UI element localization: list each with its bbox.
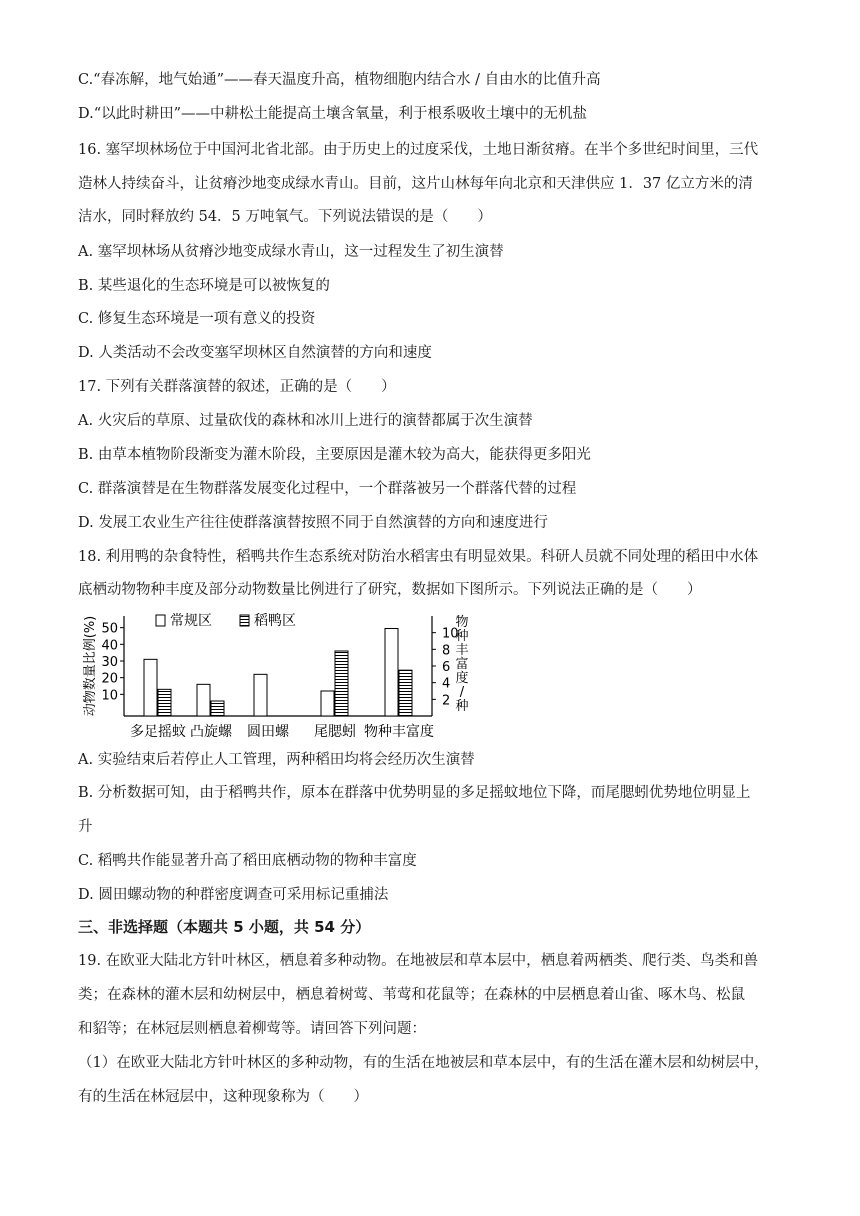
legend-label-duck: 稻鸭区 — [254, 613, 296, 629]
q18-option-c: C. 稻鸭共作能显著升高了稻田底栖动物的物种丰富度 — [78, 853, 417, 869]
legend-swatch-duck — [240, 615, 249, 626]
bar-duck-4 — [399, 670, 412, 716]
section-3-heading: 三、非选择题（本题共 5 小题，共 54 分） — [78, 918, 371, 936]
q15-option-d: D.“以此时耕田”——中耕松土能提高土壤含氧量，利于根系吸收土壤中的无机盐 — [78, 106, 588, 122]
category-label: 凸旋螺 — [190, 724, 232, 740]
bar-regular-3 — [321, 691, 334, 716]
q19-sub1-line-2: 有的生活在林冠层中，这种现象称为（ ） — [78, 1089, 368, 1105]
q15-option-c: C.“春冻解，地气始通”——春天温度升高，植物细胞内结合水 / 自由水的比值升高 — [78, 72, 601, 88]
q16-option-b: B. 某些退化的生态环境是可以被恢复的 — [78, 278, 330, 294]
q18-bar-chart — [76, 606, 486, 746]
q16-option-d: D. 人类活动不会改变塞罕坝林区自然演替的方向和速度 — [78, 345, 432, 361]
q18-option-b-line-2: 升 — [78, 819, 93, 835]
legend-swatch-regular — [156, 615, 165, 626]
bar-regular-0 — [144, 659, 157, 716]
bar-duck-1 — [211, 701, 224, 716]
bar-regular-2 — [254, 674, 267, 716]
category-label: 多足摇蚊 — [130, 724, 186, 740]
q19-stem-line-3: 和貂等；在林冠层则栖息着柳莺等。请回答下列问题： — [78, 1021, 426, 1037]
legend-label-regular: 常规区 — [170, 613, 212, 629]
left-tick-label: 40 — [101, 638, 118, 654]
bar-duck-3 — [335, 651, 348, 716]
q18-option-b-line-1: B. 分析数据可知，由于稻鸭共作，原本在群落中优势明显的多足摇蚊地位下降，而尾腮蚓优势地位明显上 — [78, 785, 751, 801]
q16-stem-line-1: 16. 塞罕坝林场位于中国河北省北部。由于历史上的过度采伐，土地日渐贫瘠。在半个多世纪时间里，三代 — [78, 142, 759, 158]
q17-stem: 17. 下列有关群落演替的叙述，正确的是（ ） — [78, 379, 396, 395]
category-label: 物种丰富度 — [364, 724, 434, 740]
q18-option-a: A. 实验结束后若停止人工管理，两种稻田均将会经历次生演替 — [78, 752, 475, 768]
q18-option-d: D. 圆田螺动物的种群密度调查可采用标记重捕法 — [78, 887, 389, 903]
left-tick-label: 30 — [101, 655, 118, 670]
q19-sub1-line-1: （1）在欧亚大陆北方针叶林区的多种动物，有的生活在地被层和草本层中，有的生活在灌木层和幼树层中， — [78, 1055, 769, 1071]
q17-option-c: C. 群落演替是在生物群落发展变化过程中，一个群落被另一个群落代替的过程 — [78, 481, 577, 497]
q18-stem-line-2: 底栖动物物种丰度及部分动物数量比例进行了研究，数据如下图所示。下列说法正确的是（ ） — [78, 582, 702, 598]
right-tick-label: 4 — [442, 676, 451, 692]
right-tick-label: 6 — [442, 660, 451, 675]
q16-stem-line-2: 造林人持续奋斗，让贫瘠沙地变成绿水青山。目前，这片山林每年向北京和天津供应 1．37 亿立方米的清 — [78, 176, 753, 192]
left-tick-label: 20 — [101, 671, 118, 687]
q19-stem-line-1: 19. 在欧亚大陆北方针叶林区，栖息着多种动物。在地被层和草本层中，栖息着两栖类、爬行类、鸟类和兽 — [78, 953, 759, 969]
q18-stem-line-1: 18. 利用鸭的杂食特性，稻鸭共作生态系统对防治水稻害虫有明显效果。科研人员就不同处理的稻田中水体 — [78, 549, 759, 565]
q17-option-d: D. 发展工农业生产往往使群落演替按照不同于自然演替的方向和速度进行 — [78, 515, 548, 531]
bar-regular-1 — [197, 684, 210, 716]
q17-option-b: B. 由草本植物阶段渐变为灌木阶段，主要原因是灌木较为高大，能获得更多阳光 — [78, 447, 591, 463]
right-tick-label: 8 — [442, 643, 451, 659]
q16-option-a: A. 塞罕坝林场从贫瘠沙地变成绿水青山，这一过程发生了初生演替 — [78, 244, 504, 260]
left-tick-label: 50 — [101, 621, 118, 637]
right-axis-label: 物种丰富度/种 — [455, 615, 469, 714]
bar-duck-0 — [158, 689, 171, 716]
right-tick-label: 2 — [442, 693, 451, 709]
q16-option-c: C. 修复生态环境是一项有意义的投资 — [78, 311, 316, 327]
q16-stem-line-3: 洁水，同时释放约 54．5 万吨氧气。下列说法错误的是（ ） — [78, 209, 492, 225]
category-label: 圆田螺 — [247, 724, 289, 740]
q17-option-a: A. 火灾后的草原、过量砍伐的森林和冰川上进行的演替都属于次生演替 — [78, 413, 533, 429]
q19-stem-line-2: 类；在森林的灌木层和幼树层中，栖息着树莺、苇莺和花鼠等；在森林的中层栖息着山雀、啄木鸟、松鼠 — [78, 987, 745, 1003]
left-tick-label: 10 — [101, 688, 118, 704]
right-tick-label: 10 — [442, 626, 459, 642]
category-label: 尾腮蚓 — [314, 724, 356, 740]
bar-regular-4 — [385, 629, 398, 717]
left-axis-label: 动物数量比例(%) — [83, 615, 98, 717]
